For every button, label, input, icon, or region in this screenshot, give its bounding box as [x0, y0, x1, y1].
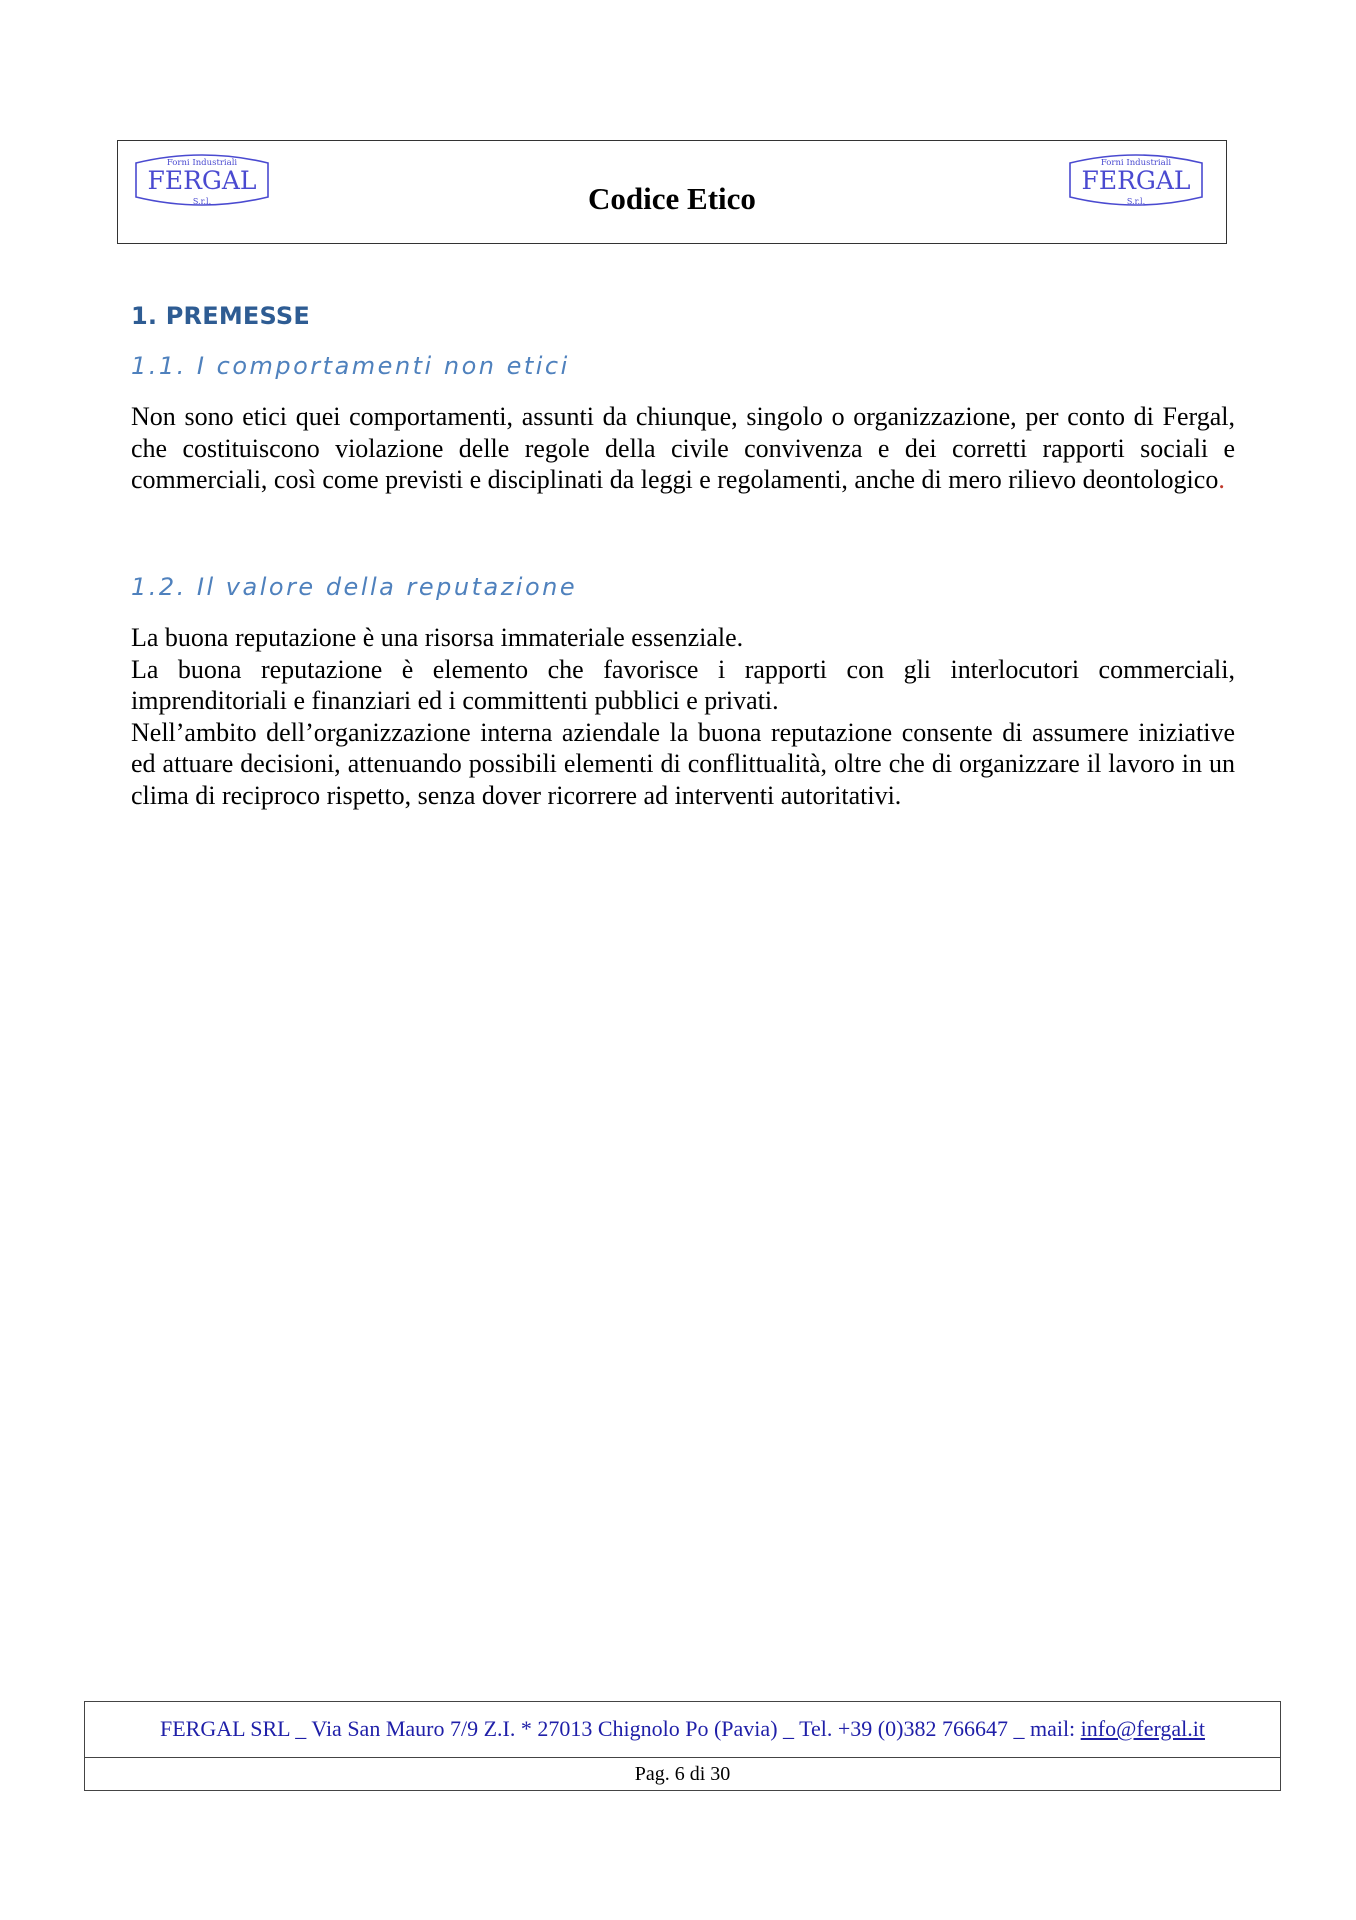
- logo-suffix: S.r.l.: [1126, 197, 1146, 206]
- paragraph: [131, 401, 1235, 496]
- logo-suffix: S.r.l.: [192, 197, 212, 206]
- subsection-heading: 1.1. I comportamenti non etici: [131, 352, 570, 380]
- paragraph: [131, 622, 1235, 811]
- page-number: Pag. 6 di 30: [634, 1763, 731, 1785]
- paragraph-end: .: [1218, 465, 1225, 494]
- document-header: [117, 140, 1227, 244]
- logo-name: FERGAL: [1081, 166, 1191, 195]
- footer-address-text: FERGAL SRL _ Via San Mauro 7/9 Z.I. * 27013 Chignolo Po (Pavia) _ Tel. +39 (0)382 766647 _ mail:: [160, 1716, 1081, 1741]
- paragraph-text: Non sono etici quei comportamenti, assunti da chiunque, singolo o organizzazione, per conto di Fergal, che costituiscono violazione delle regole della civile convivenza e dei corretti rapporti sociali e commerciali, così come previsti e disciplinati da leggi e regolamenti, anche di mero rilievo deontologico: [131, 402, 1235, 494]
- logo-top-text: Forni Industriali: [166, 158, 238, 168]
- logo-name: FERGAL: [147, 166, 257, 195]
- document-title: Codice Etico: [588, 181, 756, 216]
- footer-divider: [85, 1757, 1280, 1758]
- subsection-heading: 1.2. Il valore della reputazione: [131, 573, 578, 601]
- logo-top-text: Forni Industriali: [1100, 158, 1172, 168]
- paragraph-line: La buona reputazione è una risorsa immateriale essenziale.: [131, 623, 744, 652]
- footer-email-link[interactable]: info@fergal.it: [1080, 1716, 1205, 1741]
- paragraph-line: La buona reputazione è elemento che favorisce i rapporti con gli interlocutori commerciali, imprenditoriali e finanziari ed i committenti pubblici e privati.: [131, 654, 1235, 715]
- section-heading: 1. PREMESSE: [131, 302, 311, 330]
- document-footer: [84, 1701, 1281, 1791]
- fergal-logo: [1066, 149, 1206, 211]
- paragraph-line: Nell’ambito dell’organizzazione interna aziendale la buona reputazione consente di assumere iniziative ed attuare decisioni, attenuando possibili elementi di conflittualità, oltre che di organizzare il lavoro in un clima di reciproco rispetto, senza dover ricorrere ad interventi autoritativi.: [131, 717, 1235, 810]
- footer-address: [85, 1716, 1280, 1742]
